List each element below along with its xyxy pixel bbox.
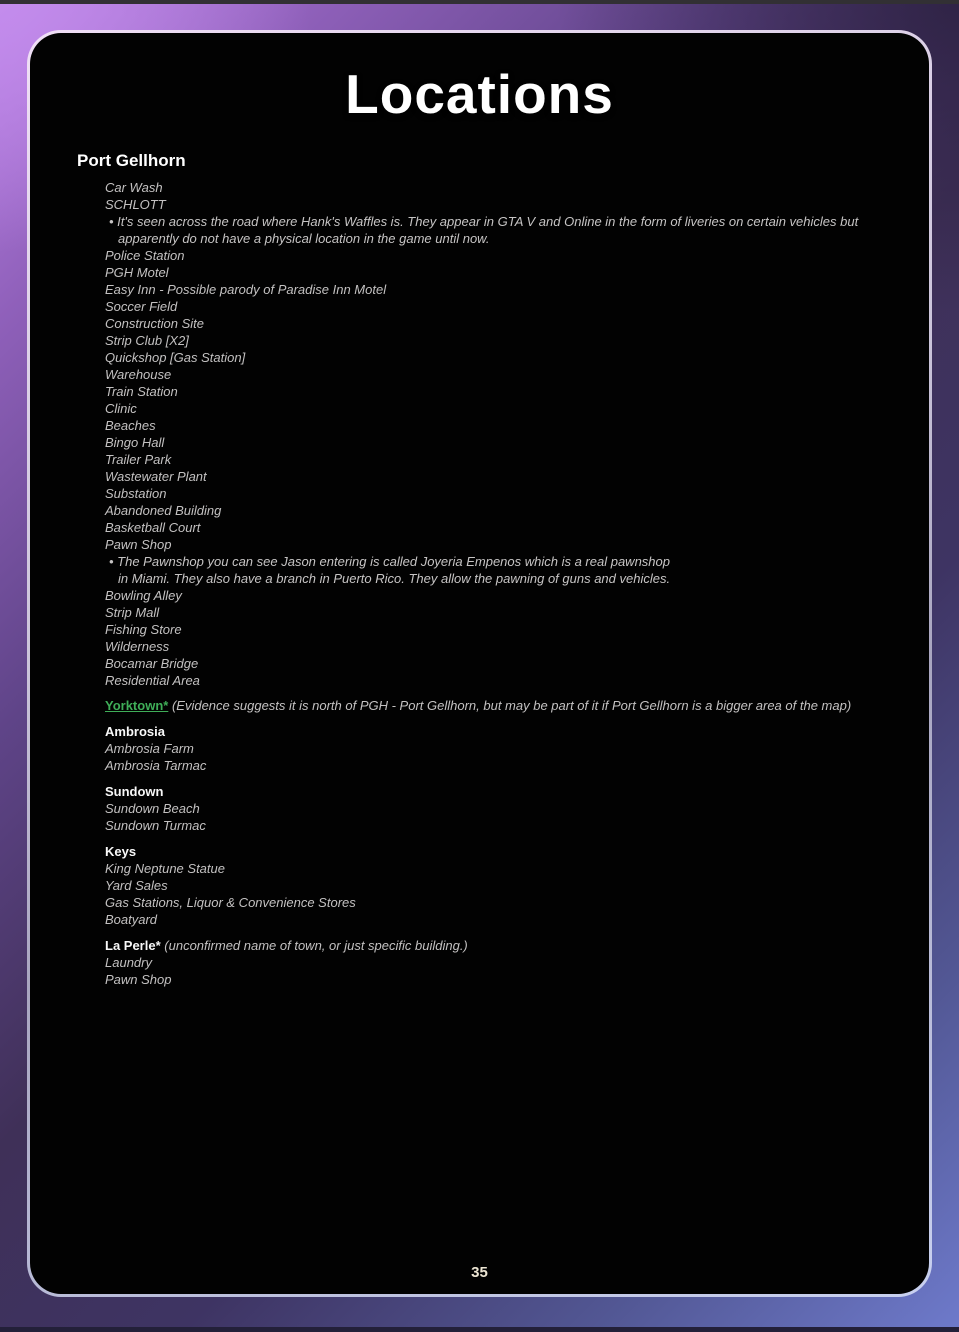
subsection-heading: Keys	[105, 844, 137, 859]
location-item: Warehouse	[105, 367, 172, 382]
location-item: Basketball Court	[105, 520, 201, 535]
section-heading: Port Gellhorn	[77, 151, 186, 170]
location-item: Clinic	[105, 401, 137, 416]
note-line: • The Pawnshop you can see Jason entering is called Joyeria Empenos which is a real pawnshop	[109, 553, 869, 570]
note-line: apparently do not have a physical location in the game until now.	[118, 231, 490, 246]
location-item: Beaches	[105, 418, 156, 433]
location-item: Bocamar Bridge	[105, 656, 199, 671]
page-title: Locations	[345, 63, 614, 125]
screen-edge-top	[0, 0, 959, 4]
subsection-line	[105, 843, 869, 860]
location-item: Car Wash	[105, 180, 163, 195]
location-item: SCHLOTT	[105, 197, 166, 212]
location-item: Strip Club [X2]	[105, 333, 189, 348]
subsection-line	[105, 937, 869, 954]
location-item: Bingo Hall	[105, 435, 165, 450]
location-item: Substation	[105, 486, 167, 501]
location-item: Residential Area	[105, 673, 200, 688]
location-item: Police Station	[105, 248, 185, 263]
location-item: Strip Mall	[105, 605, 160, 620]
subsection-heading: La Perle*	[105, 938, 161, 953]
location-item: King Neptune Statue	[105, 861, 225, 876]
subsection-heading: Sundown	[105, 784, 164, 799]
yorktown-link[interactable]: Yorktown*	[105, 698, 169, 713]
subsection-line	[105, 723, 869, 740]
location-item: Ambrosia Tarmac	[105, 758, 207, 773]
page-number: 35	[471, 1264, 488, 1281]
location-item: Construction Site	[105, 316, 204, 331]
location-item: Wilderness	[105, 639, 170, 654]
subsection-line	[105, 783, 869, 800]
location-item: Easy Inn - Possible parody of Paradise Inn Motel	[105, 282, 387, 297]
location-item: Trailer Park	[105, 452, 172, 467]
location-item: Train Station	[105, 384, 178, 399]
subsection-note: (unconfirmed name of town, or just specific building.)	[164, 938, 468, 953]
page-card	[30, 33, 929, 1294]
location-item: Wastewater Plant	[105, 469, 207, 484]
subsection-heading: Ambrosia	[105, 724, 165, 739]
location-item: Abandoned Building	[105, 503, 222, 518]
yorktown-note: (Evidence suggests it is north of PGH - Port Gellhorn, but may be part of it if Port Gellhorn is a bigger area of the map)	[171, 698, 852, 713]
location-item: Sundown Beach	[105, 801, 200, 816]
location-item: Sundown Turmac	[105, 818, 206, 833]
location-item: Bowling Alley	[105, 588, 182, 603]
page-card-border	[27, 30, 932, 1297]
location-item: Pawn Shop	[105, 537, 172, 552]
location-item: Soccer Field	[105, 299, 178, 314]
location-item: Ambrosia Farm	[105, 741, 194, 756]
location-item: Yard Sales	[105, 878, 168, 893]
link-note-line	[105, 697, 869, 714]
location-item: Laundry	[105, 955, 152, 970]
location-item: Boatyard	[105, 912, 158, 927]
location-item: PGH Motel	[105, 265, 169, 280]
content-blocks	[30, 151, 929, 988]
note-line: in Miami. They also have a branch in Puerto Rico. They allow the pawning of guns and vehicles.	[118, 571, 671, 586]
screen-edge-bottom	[0, 1327, 959, 1332]
location-item: Gas Stations, Liquor & Convenience Stores	[105, 895, 356, 910]
note-line: • It's seen across the road where Hank's Waffles is. They appear in GTA V and Online in the form of liveries on certain vehicles but	[109, 213, 869, 230]
location-item: Quickshop [Gas Station]	[105, 350, 246, 365]
location-item: Fishing Store	[105, 622, 182, 637]
location-item: Pawn Shop	[105, 972, 172, 987]
